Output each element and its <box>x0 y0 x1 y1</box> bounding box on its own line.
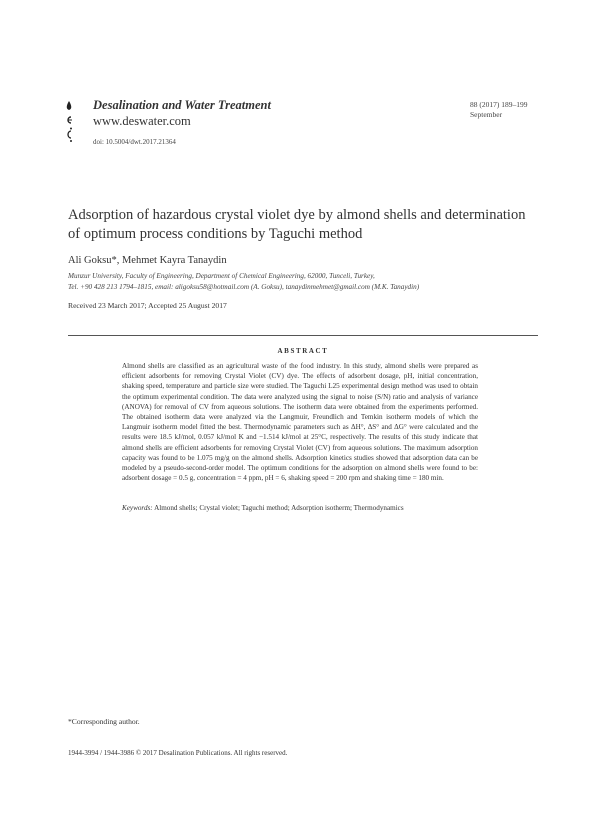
issue-month: September <box>470 110 503 119</box>
abstract-heading: ABSTRACT <box>277 347 329 355</box>
issue-info <box>470 100 528 120</box>
abstract-body: Almond shells are classified as an agricultural waste of the food industry. In this study, almond shells were prepared as efficient adsorbents for removing Crystal Violet (CV) dye. The effects of adsorbent dosage, pH, initial concentration, shaking speed, temperature and particle size were studied. The Taguchi L25 experimental design method was used to obtain the optimum experimental condition. The data were analyzed using the signal to noise (S/N) ratio and analysis of variance (ANOVA) for removal of CV from aqueous solutions. The isotherm data were obtained from the experiments performed. The obtained isotherm data were analyzed via the Langmuir, Freundlich and Temkin isotherm models of which the Langmuir isotherm model fitted the best. Thermodynamic parameters such as ΔH°, ΔS° and ΔG° were calculated and the results were 18.5 kJ/mol, 0.057 kJ/mol K and −1.514 kJ/mol at 25°C, respectively. The results of this study indicate that almond shells are efficient adsorbents for removing Crystal Violet (CV) from aqueous solutions. The maximum adsorption capacity was found to be 1.075 mg/g on the almond shells. Adsorption kinetics studies showed that adsorption data can be modeled by a pseudo-second-order model. The optimum conditions for the adsorption on almond shells were found to be: adsorbent dosage = 0.5 g, concentration = 4 ppm, pH = 6, shaking speed = 200 rpm and shaking time = 180 min. <box>122 362 478 483</box>
journal-name: Desalination and Water Treatment <box>93 98 271 112</box>
issue-volume-pages: 88 (2017) 189–199 <box>470 100 528 109</box>
corresponding-author-note: *Corresponding author. <box>68 717 140 726</box>
affiliation-line: Munzur University, Faculty of Engineering, Department of Chemical Engineering, 62000, Tunceli, Turkey, <box>68 272 375 280</box>
journal-logo-icon <box>64 100 80 146</box>
journal-url[interactable]: www.deswater.com <box>93 114 191 128</box>
keywords <box>122 504 542 512</box>
keywords-list: Almond shells; Crystal violet; Taguchi method; Adsorption isotherm; Thermodynamics <box>154 504 404 512</box>
keywords-label: Keywords: <box>122 504 153 512</box>
article-title: Adsorption of hazardous crystal violet dye by almond shells and determination of optimum process conditions by Taguchi method <box>68 207 526 242</box>
doi[interactable]: doi: 10.5004/dwt.2017.21364 <box>93 138 176 146</box>
received-accepted-dates: Received 23 March 2017; Accepted 25 August 2017 <box>68 301 227 310</box>
divider <box>68 335 538 336</box>
affiliation <box>68 271 538 293</box>
copyright: 1944-3994 / 1944-3986 © 2017 Desalination Publications. All rights reserved. <box>68 749 288 757</box>
authors: Ali Goksu*, Mehmet Kayra Tanaydin <box>68 255 227 266</box>
contact-line: Tel. +90 428 213 1794–1815, email: aligoksu58@hotmail.com (A. Goksu), tanaydinmehmet@gmail.com (M.K. Tanaydin) <box>68 283 420 291</box>
